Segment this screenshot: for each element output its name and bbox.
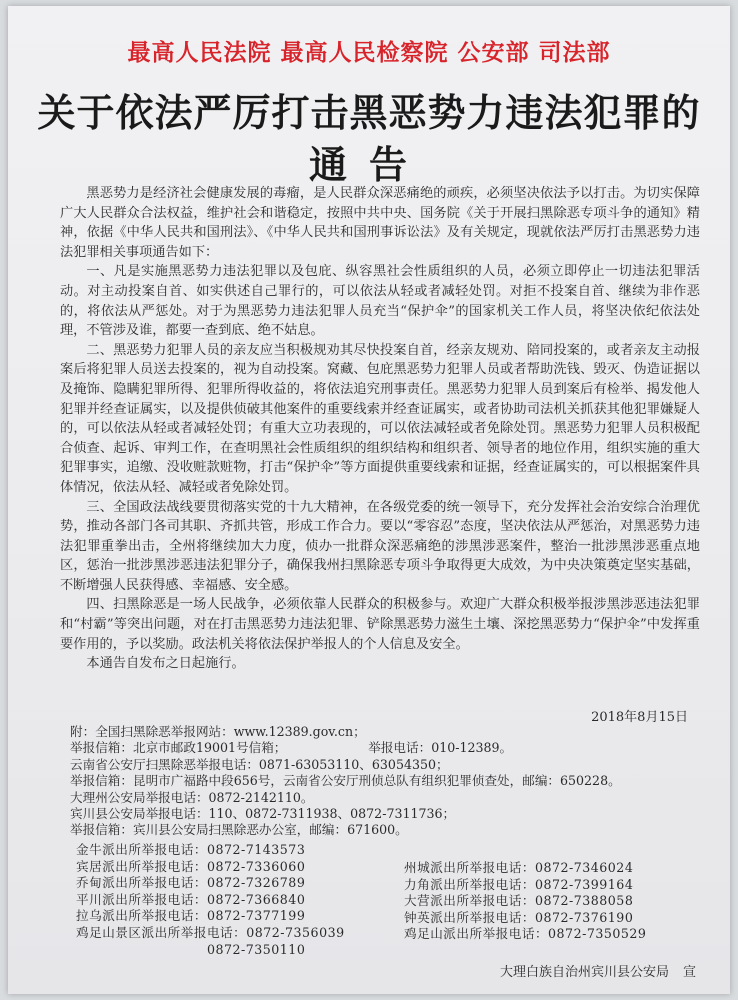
- appendix-line: 宾川县公安局举报电话：110、0872-7311938、0872-7311736；: [70, 806, 456, 822]
- hotline-entry: 鸡足山派出所举报电话：0872-7350529: [404, 926, 647, 942]
- hotline-entry: 州城派出所举报电话：0872-7346024: [404, 860, 634, 875]
- hotline-entry: 宾居派出所举报电话：0872-7336060: [76, 858, 306, 874]
- signature-suffix: 宣: [682, 965, 696, 980]
- notice-title-line1: 关于依法严厉打击黑恶势力违法犯罪的: [37, 90, 701, 135]
- hotline-entry: 乔甸派出所举报电话：0872-7326789: [76, 875, 306, 891]
- hotline-entry: 大营派出所举报电话：0872-7388058: [404, 893, 634, 909]
- appendix-line: 举报信箱：昆明市广福路中段656号，云南省公安厅刑侦总队有组织犯罪侦查处，邮编：650228。: [70, 773, 621, 789]
- hotline-entry: 金牛派出所举报电话：0872-7143573: [76, 842, 306, 857]
- hotline-entry: 鸡足山景区派出所举报电话：0872-7356039: [76, 924, 345, 940]
- appendix-line: 附：全国扫黑除恶举报网站：www.12389.gov.cn；: [70, 724, 366, 739]
- paragraph-1: 一、凡是实施黑恶势力违法犯罪以及包庇、纵容黑社会性质组织的人员，必须立即停止一切违法犯罪活动。对主动投案自首、如实供述自己罪行的，可以依法从轻或者减轻处罚。对拒不投案自首、继续为非作恶的，将依法从严惩处。对于为黑恶势力违法犯罪人员充当“保护伞”的国家机关工作人员，将坚决依纪依法处理，不管涉及谁，都要一查到底、绝不姑息。: [60, 264, 700, 339]
- appendix-line: 云南省公安厅扫黑除恶举报电话：0871-63053110、63054350；: [70, 756, 449, 772]
- paragraph-3: 三、全国政法战线要贯彻落实党的十九大精神，在各级党委的统一领导下，充分发挥社会治安综合治理优势，推动各部门各司其职、齐抓共管，形成工作合力。要以“零容忍”态度，坚决依法从严惩治，对黑恶势力违法犯罪重拳出击，全州将继续加大力度，侦办一批群众深恶痛绝的涉黑涉恶案件，整治一批涉黑涉恶重点地区，惩治一批涉黑涉恶违法犯罪分子，确保我州扫黑除恶专项斗争取得更大成效，为中央决策奠定坚实基础，不断增强人民获得感、幸福感、安全感。: [60, 499, 700, 593]
- appendix-line: 举报信箱：宾川县公安局扫黑除恶办公室，邮编：671600。: [70, 822, 408, 838]
- hotline-entry: 平川派出所举报电话：0872-7366840: [76, 891, 306, 907]
- hotline-entry: 钟英派出所举报电话：0872-7376190: [404, 909, 634, 925]
- hotline-entry: 力角派出所举报电话：0872-7399164: [404, 876, 634, 892]
- hotlines-left-column: [76, 842, 406, 958]
- paragraph-effective: 本通告自发布之日起施行。: [86, 656, 245, 672]
- issuing-authorities: 最高人民法院 最高人民检察院 公安部 司法部: [127, 40, 611, 66]
- paragraph-2: 二、黑恶势力犯罪人员的亲友应当积极规劝其尽快投案自首，经亲友规劝、陪同投案的，或者亲友主动报案后将犯罪人员送去投案的，视为自动投案。窝藏、包庇黑恶势力犯罪人员或者帮助洗钱、毁灭、伪造证据以及掩饰、隐瞒犯罪所得、犯罪所得收益的，将依法追究刑事责任。黑恶势力犯罪人员到案后有检举、揭发他人犯罪并经查证属实，以及提供侦破其他案件的重要线索并经查证属实，或者协助司法机关抓获其他犯罪嫌疑人的，可以依法从轻或者减轻处罚；有重大立功表现的，可以依法减轻或者免除处罚。黑恶势力犯罪人员积极配合侦查、起诉、审判工作，在查明黑社会性质组织的组织结构和组织者、领导者的地位作用，组织实施的重大犯罪事实，追缴、没收赃款赃物，打击“保护伞”等方面提供重要线索和证据，经查证属实的，可以根据案件具体情况，依法从轻、减轻或者免除处罚。: [60, 342, 700, 495]
- notice-body: [60, 184, 700, 674]
- notice-paper: [8, 6, 730, 994]
- hotlines-right-column: [404, 860, 714, 943]
- hotline-entry: 拉乌派出所举报电话：0872-7377199: [76, 908, 306, 924]
- appendix-line: 大理州公安局举报电话：0872-2142110。: [70, 789, 314, 805]
- notice-title-line2: 通告: [308, 142, 429, 187]
- paragraph-intro: 黑恶势力是经济社会健康发展的毒瘤，是人民群众深恶痛绝的顽疾，必须坚决依法予以打击。为切实保障广大人民群众合法权益，维护社会和谐稳定，按照中共中央、国务院《关于开展扫黑除恶专项斗争的通知》精神，依据《中华人民共和国刑法》、《中华人民共和国刑事诉讼法》及有关规定，现就依法严厉打击黑恶势力违法犯罪相关事项通告如下：: [60, 186, 700, 260]
- appendix-contacts: [70, 724, 710, 839]
- hotline-entry: 0872-7350110: [76, 941, 306, 957]
- paragraph-4: 四、扫黑除恶是一场人民战争，必须依靠人民群众的积极参与。欢迎广大群众积极举报涉黑涉恶违法犯罪和“村霸”等突出问题，对在打击黑恶势力违法犯罪、铲除黑恶势力滋生土壤、深挖黑恶势力“保护伞”中发挥重要作用的，予以奖励。政法机关将依法保护举报人的个人信息及安全。: [60, 597, 700, 652]
- issuer-signature: [500, 961, 696, 980]
- appendix-line: 举报信箱：北京市邮政19001号信箱； 举报电话：010-12389。: [70, 740, 513, 756]
- notice-date: 2018年8月15日: [591, 710, 688, 725]
- signature-org: 大理白族自治州宾川县公安局: [499, 965, 669, 980]
